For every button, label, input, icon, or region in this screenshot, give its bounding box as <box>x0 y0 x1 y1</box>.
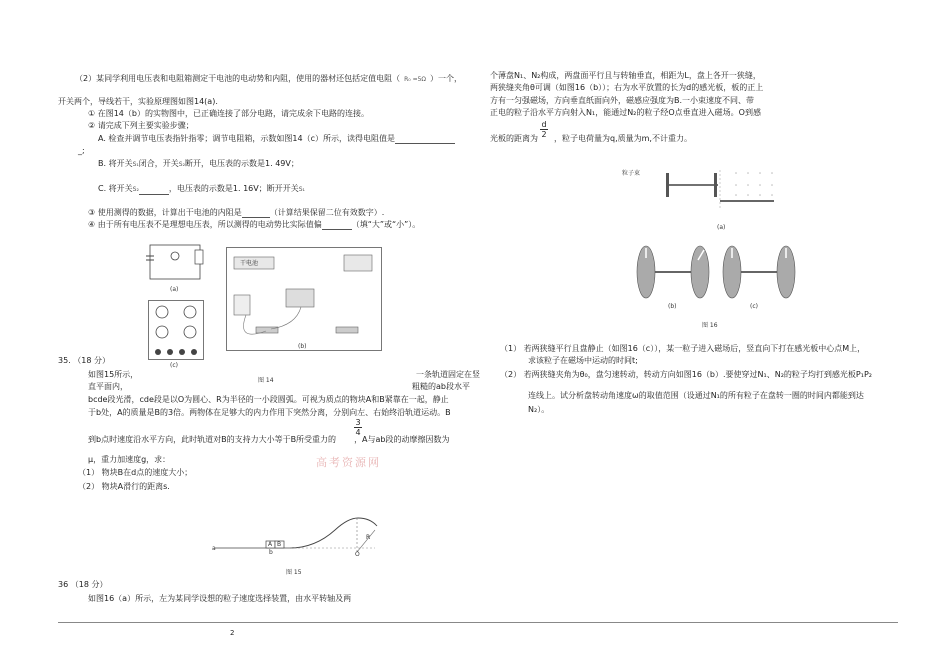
step-b <box>98 158 299 170</box>
numerator: 3 <box>355 418 361 427</box>
figure-16c-disks <box>718 238 798 302</box>
text: 到b点时速度沿水平方向，此时轨道对B的支持力大小等于B所受重力的 <box>88 435 337 444</box>
caption-16c: (c) <box>750 303 758 310</box>
text: （2）某同学利用电压表和电阻箱测定干电池的电动势和内阻，使用的器材还包括定值电阻（ <box>75 74 401 83</box>
q36-sub2-cont2: N₂）。 <box>528 405 550 414</box>
step-a-end: _; <box>78 146 85 155</box>
q35-line5 <box>88 434 450 445</box>
label-block-a: A <box>268 541 273 548</box>
label-block-b: B <box>277 541 282 548</box>
q35-line2a: 直平面内， <box>88 382 128 391</box>
switch-s2: S₂ <box>178 161 186 168</box>
figure-14c-resistance-box <box>148 300 204 360</box>
answer-blank[interactable] <box>139 185 169 195</box>
text: B. 将开关 <box>98 159 133 168</box>
text: 35. <box>58 356 71 365</box>
step-3 <box>88 207 384 218</box>
watermark: 高考资源网 <box>316 456 381 469</box>
text: （18 分） <box>73 356 111 365</box>
q36-sub1-cont: 求该粒子在磁场中运动的时间t; <box>528 356 638 365</box>
caption-fig15: 图 15 <box>286 569 302 576</box>
text: A. 检查并调节电压表指针指零；调节电阻箱，示数如图14（c）所示，读得电阻值是 <box>98 134 395 143</box>
r-line1: 个薄盘N₁、N₂构成，两盘面平行且与转轴垂直，相距为L，盘上各开一狭缝， <box>490 71 761 80</box>
text: （18 分） <box>70 580 108 589</box>
label-a: a <box>212 545 216 552</box>
switch-s1: S₁ <box>132 161 139 168</box>
r-line5 <box>490 133 692 144</box>
text: ③ 使用测得的数据，计算出干电池的内阻是 <box>88 208 242 217</box>
caption-16b: (b) <box>668 303 677 310</box>
q35-line1b: 一条轨道固定在竖 <box>416 370 480 379</box>
text: ④ 由于所有电压表不是理想电压表，所以测得的电动势比实际值偏 <box>88 220 322 229</box>
text: （填“大”或“小”）。 <box>351 220 421 229</box>
page-number: 2 <box>230 629 235 637</box>
q35-line1a: 如图15所示， <box>88 370 139 379</box>
para-q2-line2: 开关两个，导线若干，实验原理图如图14(a). <box>58 97 218 106</box>
denominator: 4 <box>355 428 361 437</box>
q35-sub2: （2） 物块A滑行的距离s. <box>78 482 170 491</box>
label-r: R <box>366 534 371 541</box>
r-line2: 两狭缝夹角θ可调（如图16（b））；右为水平放置的长为d的感光板，板的正上 <box>490 83 764 92</box>
q35-sub1: （1） 物块B在d点的速度大小； <box>78 468 193 477</box>
para-q2-intro <box>75 73 462 85</box>
caption-14c: (c) <box>170 362 178 369</box>
switch-s1: S₁ <box>298 186 305 193</box>
fraction-three-quarters <box>354 418 362 437</box>
step-1: ① 在图14（b）的实物图中，已正确连接了部分电路，请完成余下电路的连接。 <box>88 109 369 118</box>
caption-14b: (b) <box>298 343 307 350</box>
step-a <box>98 133 455 144</box>
q36-sub1: （1） 若两狭缝平行且盘静止（如图16（c）），某一粒子进入磁场后，竖直向下打在感光板中心点M上， <box>500 344 866 353</box>
step-c <box>98 183 305 195</box>
switch-s2: S₂ <box>132 186 139 193</box>
footer-rule <box>58 622 898 623</box>
step-2: ② 请完成下列主要实验步骤； <box>88 121 194 130</box>
text: ，电压表的示数是1. 16V；断开开关 <box>168 184 299 193</box>
fraction-d-half <box>540 120 548 139</box>
text: ，A与ab段的动摩擦因数为 <box>354 435 450 444</box>
denominator: 2 <box>541 130 547 139</box>
text: ）一个， <box>430 74 463 83</box>
text: 断开，电压表的示数是1. 49V； <box>185 159 299 168</box>
text: 闭合，开关 <box>138 159 179 168</box>
battery-label: 干电池 <box>240 260 259 267</box>
q36-sub2-cont: 连线上。试分析盘转动角速度ω的取值范围（设通过N₁的所有粒子在盘转一圈的时间内都能到达 <box>528 391 864 400</box>
r-line4: 正电的粒子沿水平方向射入N₁，能通过N₂的粒子经O点垂直进入磁场。O到感 <box>490 108 761 117</box>
label-b: b <box>269 549 273 556</box>
caption-16a: (a) <box>717 224 726 231</box>
text: （计算结果保留二位有效数字）. <box>269 208 385 217</box>
r-line3: 方有一匀强磁场，方向垂直纸面向外，磁感应强度为B.一小束速度不同、带 <box>490 96 755 105</box>
figure-16a-apparatus <box>646 165 776 223</box>
answer-blank[interactable] <box>322 220 352 230</box>
q35-line6: μ，重力加速度g，求： <box>88 455 171 464</box>
label-o: O <box>355 551 360 558</box>
caption-fig14: 图 14 <box>258 377 274 384</box>
r0-symbol: R₀ =5Ω <box>404 76 427 83</box>
particle-beam-label: 粒子束 <box>622 170 641 177</box>
step-4 <box>88 219 420 230</box>
answer-blank[interactable] <box>395 134 455 144</box>
text: 36 <box>58 580 69 589</box>
q36-number <box>58 579 107 590</box>
q36-line1: 如图16（a）所示，左为某同学设想的粒子速度选择装置，由水平转轴及两 <box>88 594 352 603</box>
q35-line2b: 粗糙的ab段水平 <box>412 382 470 391</box>
numerator: d <box>541 120 547 129</box>
figure-16b-disks <box>632 238 712 302</box>
q35-line4: 于b处，A的质量是B的3倍。两物体在足够大的内力作用下突然分离，分别向左、右始终沿轨道运动。B <box>88 408 451 417</box>
answer-blank[interactable] <box>242 208 270 218</box>
q35-line3: bcde段光滑，cde段是以O为圆心、R为半径的一小段圆弧。可视为质点的物块A和B紧靠在一起，静止 <box>88 395 449 404</box>
caption-fig16: 图 16 <box>702 322 718 329</box>
caption-14a: (a) <box>170 286 179 293</box>
text: ，粒子电荷量为q,质量为m,不计重力。 <box>554 134 692 143</box>
q35-number <box>58 355 110 366</box>
q36-sub2: （2） 若两狭缝夹角为θ₀，盘匀速转动，转动方向如图16（b）.要使穿过N₁、N₂的粒子均打到感光板P₁P₂ <box>500 370 872 379</box>
text: C. 将开关 <box>98 184 133 193</box>
text: 光板的距离为 <box>490 134 538 143</box>
